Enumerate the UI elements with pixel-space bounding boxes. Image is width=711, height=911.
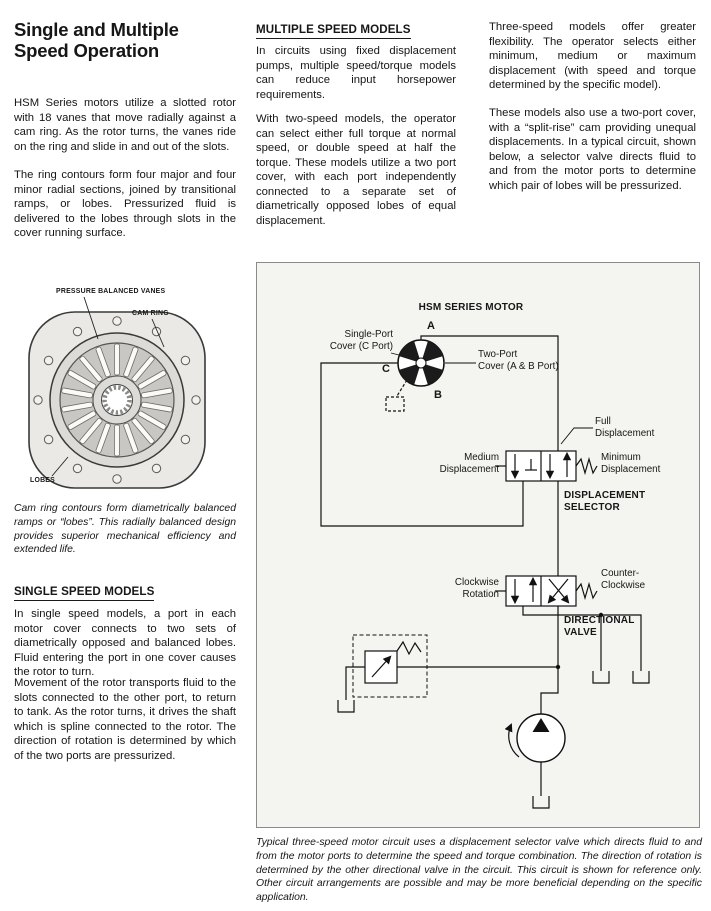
- motor-cross-section-figure: [14, 285, 239, 500]
- single-port-cover-label: Single-Port Cover (C Port): [329, 329, 393, 352]
- motor-symbol: [398, 340, 444, 386]
- lobes-label: LOBES: [30, 477, 55, 484]
- circuit-title: HSM SERIES MOTOR: [418, 302, 524, 313]
- motor-cross-section-icon: [14, 285, 239, 500]
- displacement-selector-label: DISPLACEMENT SELECTOR: [564, 490, 646, 513]
- three-speed-paragraph-2: These models also use a two-port cover, with a “split-rise” cam providing unequal displacements. In a typical circuit, shown below, a selector valve directs fluid to and from the motor ports to determine which pair of lobes will be pressurized.: [489, 107, 696, 192]
- port-c-label: C: [382, 363, 390, 375]
- tank-icon: [633, 671, 649, 683]
- displacement-selector-valve-symbol: [495, 451, 597, 481]
- medium-displacement-label: Medium Displacement: [439, 452, 499, 475]
- single-speed-heading: SINGLE SPEED MODELS: [14, 585, 154, 601]
- full-displacement-label: Full Displacement: [595, 416, 655, 439]
- motor-figure-caption: Cam ring contours form diametrically balanced ramps or “lobes”. This radially balanced design provides superior mechanical efficiency and extended life.: [14, 503, 236, 556]
- spring-icon: [397, 642, 421, 654]
- multiple-speed-section-header: [256, 20, 456, 39]
- multiple-speed-paragraph-1: In circuits using fixed displacement pumps, multiple speed/torque models can reduce input horsepower requirements.: [256, 45, 456, 101]
- multiple-speed-paragraph-2: With two-speed models, the operator can select either full torque at normal speed, or double speed at half the torque. These models utilize a two port cover, with each port independently connected to a separate set of diametrically opposed lobes of equal displacement.: [256, 113, 456, 227]
- cam-ring-label: CAM RING: [132, 310, 169, 317]
- two-port-cover-label: Two-Port Cover (A & B Port): [478, 349, 559, 372]
- directional-valve-label: DIRECTIONAL VALVE: [564, 615, 635, 638]
- circuit-diagram-panel: [256, 262, 700, 828]
- intro-paragraph-2: The ring contours form four major and four minor radial sections, joined by transitional ramps, or lobes. Pressurized fluid is delivered to the lobes through slots in the cover running surface.: [14, 169, 236, 240]
- page-title-line1: Single and Multiple: [14, 19, 179, 40]
- page-title: [14, 20, 236, 62]
- circuit-lines: [321, 336, 641, 796]
- plugged-port-symbol: [386, 397, 404, 411]
- page-title-line2: Speed Operation: [14, 39, 160, 61]
- circuit-caption: Typical three-speed motor circuit uses a displacement selector valve which directs fluid to and from the motor ports to determine the speed and torque combination. The direction of rotation is determined by the other directional valve in the circuit. This circuit is shown for reference only. Other circuit arrangements are possible and may be more beneficial depending on the specific application.: [256, 837, 702, 904]
- multiple-speed-heading: MULTIPLE SPEED MODELS: [256, 23, 411, 39]
- relief-valve-symbol: [353, 635, 427, 697]
- pressure-balanced-vanes-label: PRESSURE BALANCED VANES: [56, 288, 166, 295]
- port-a-label: A: [427, 320, 435, 332]
- tank-icon: [338, 700, 354, 712]
- single-speed-paragraph-1: In single speed models, a port in each motor cover connects to two sets of diametrically opposed and balanced lobes. Fluid entering the port in one cover causes the rotor to turn.: [14, 608, 236, 679]
- minimum-displacement-label: Minimum Displacement: [601, 452, 661, 475]
- single-speed-section-header: [14, 582, 236, 601]
- clockwise-rotation-label: Clockwise Rotation: [454, 577, 499, 600]
- three-speed-paragraph-1: Three-speed models offer greater flexibility. The operator selects either minimum, medium or maximum displacement (with speed and torque determined by the specific model).: [489, 21, 696, 92]
- intro-paragraph-1: HSM Series motors utilize a slotted rotor with 18 vanes that move radially against a cam ring. As the rotor turns, the vanes ride on the ring and slide in and out of the slots.: [14, 97, 236, 153]
- port-b-label: B: [434, 389, 442, 401]
- tank-icon: [533, 796, 549, 808]
- pump-symbol: [509, 714, 565, 762]
- single-speed-paragraph-2: Movement of the rotor transports fluid to the slots connected to the other port, to return to tank. As the rotor turns, it drives the shaft which is spline connected to the rotor. The direction of rotation is determined by which of the two ports are pressurized.: [14, 677, 236, 762]
- spring-icon: [576, 459, 597, 473]
- spring-icon: [576, 584, 597, 598]
- counter-clockwise-rotation-label: Counter- Clockwise: [601, 568, 646, 591]
- tank-icon: [593, 671, 609, 683]
- directional-valve-symbol: [495, 576, 597, 606]
